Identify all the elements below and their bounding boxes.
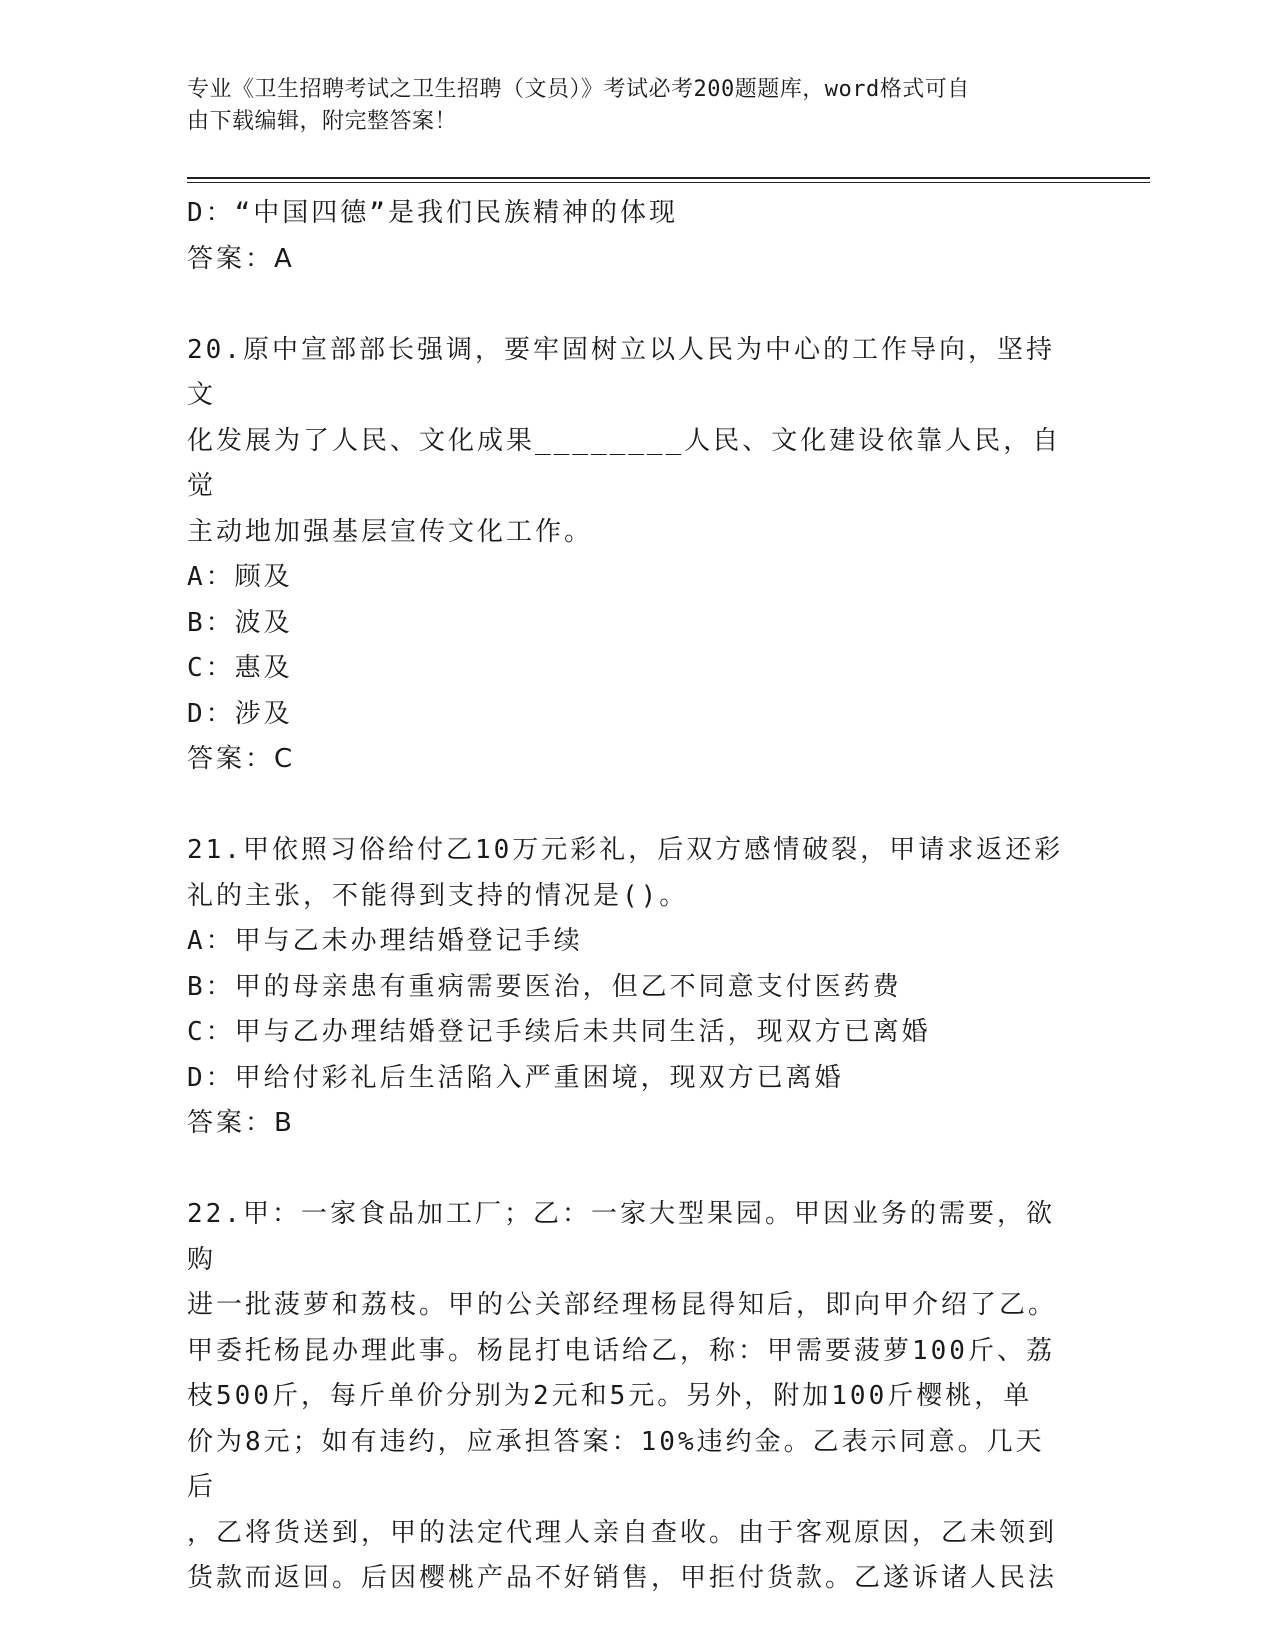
option-d: D：“中国四德”是我们民族精神的体现 [187, 198, 678, 228]
document-header [187, 74, 1067, 138]
question-stem-line: ，乙将货送到，甲的法定代理人亲自查收。由于客观原因，乙未领到 [187, 1517, 1058, 1548]
question-20 [187, 328, 1067, 783]
question-stem-line: 礼的主张，不能得到支持的情况是()。 [187, 880, 689, 911]
question-stem-line: 枝500斤，每斤单价分别为2元和5元。另外，附加100斤樱桃，单 [187, 1381, 1033, 1411]
option-c: C：甲与乙办理结婚登记手续后未共同生活，现双方已离婚 [187, 1017, 931, 1047]
option-a: A：顾及 [187, 562, 293, 592]
spacer [187, 1147, 1067, 1193]
question-stem-line: 甲委托杨昆办理此事。杨昆打电话给乙，称：甲需要菠萝100斤、荔 [187, 1335, 1055, 1366]
option-a: A：甲与乙未办理结婚登记手续 [187, 926, 583, 956]
answer-line: 答案：B [187, 1108, 295, 1138]
option-d: D：涉及 [187, 698, 293, 729]
question-stem-line: 化发展为了人民、文化成果________人民、文化建设依靠人民，自觉 [187, 425, 1062, 501]
option-b: B：波及 [187, 607, 293, 638]
question-stem-line: 21.甲依照习俗给付乙10万元彩礼，后双方感情破裂，甲请求返还彩 [187, 835, 1064, 865]
header-title-line: 专业《卫生招聘考试之卫生招聘（文员）》考试必考200题题库，word格式可自 [187, 77, 970, 102]
question-stem-line: 进一批菠萝和荔枝。甲的公关部经理杨昆得知后，即向甲介绍了乙。 [187, 1290, 1058, 1320]
option-d: D：甲给付彩礼后生活陷入严重困境，现双方已离婚 [187, 1062, 844, 1093]
header-divider [187, 177, 1150, 179]
header-title-line: 由下载编辑，附完整答案！ [187, 109, 458, 134]
option-b: B：甲的母亲患有重病需要医治，但乙不同意支付医药费 [187, 971, 902, 1002]
spacer [187, 282, 1067, 328]
question-21 [187, 828, 1067, 1147]
question-stem-line: 22.甲：一家食品加工厂；乙：一家大型果园。甲因业务的需要，欲购 [187, 1199, 1055, 1275]
spacer [187, 783, 1067, 829]
question-stem-line: 20.原中宣部部长强调，要牢固树立以人民为中心的工作导向，坚持文 [187, 334, 1055, 410]
question-22 [187, 1192, 1067, 1602]
answer-line: 答案：C [187, 744, 296, 774]
option-c: C：惠及 [187, 653, 293, 683]
question-stem-line: 价为8元；如有违约，应承担答案：10%违约金。乙表示同意。几天后 [187, 1426, 1045, 1502]
question-stem-line: 货款而返回。后因樱桃产品不好销售，甲拒付货款。乙遂诉诸人民法 [187, 1563, 1058, 1593]
question-prev-tail [187, 191, 1067, 282]
header-divider [187, 182, 1150, 183]
question-stem-line: 主动地加强基层宣传文化工作。 [187, 516, 594, 547]
document-body [187, 191, 1067, 1602]
answer-line: 答案：A [187, 243, 295, 274]
